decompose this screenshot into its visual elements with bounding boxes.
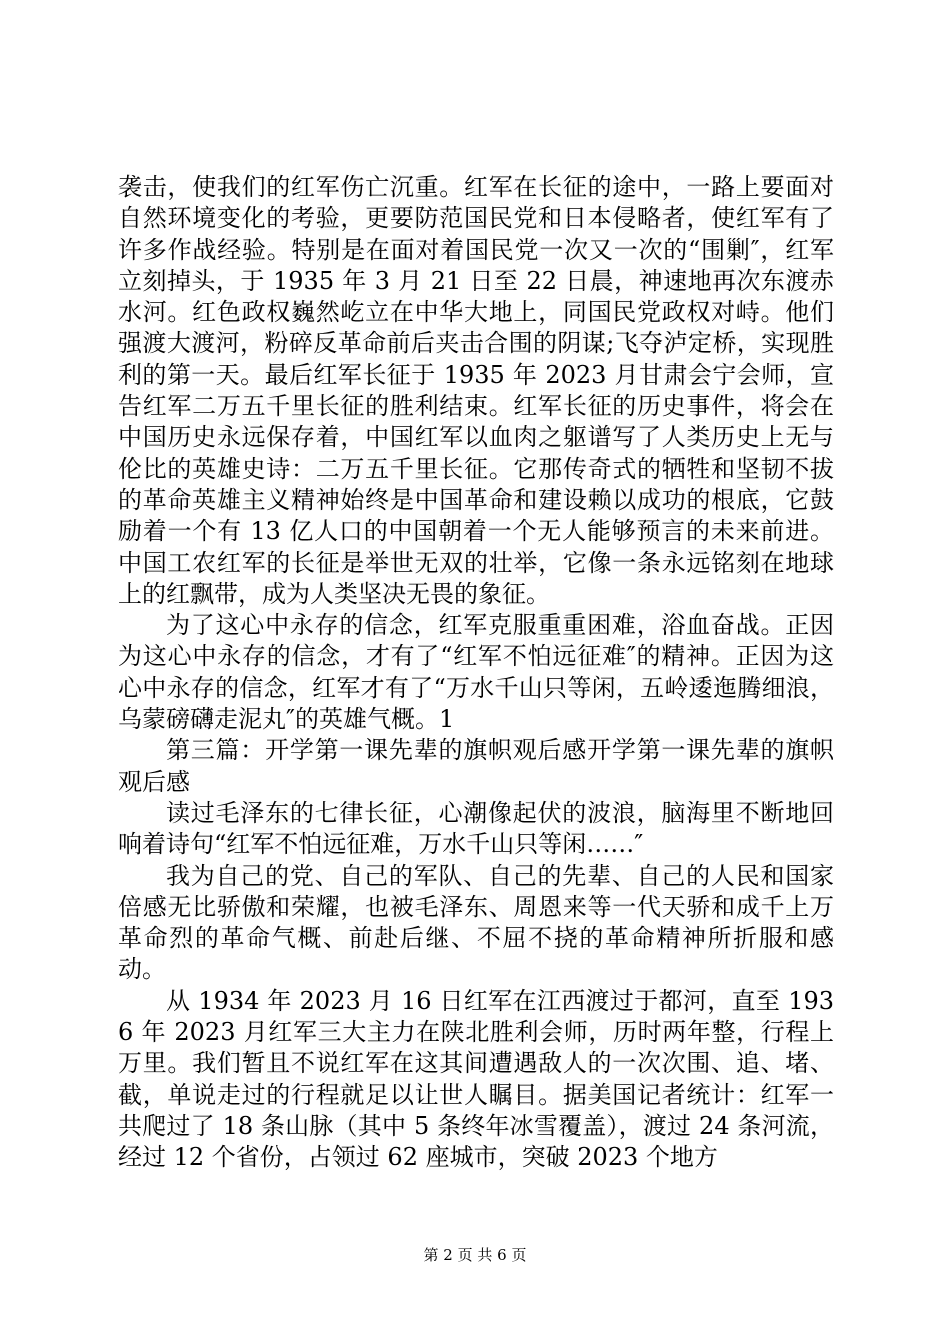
paragraph-1: 袭击，使我们的红军伤亡沉重。红军在长征的途中，一路上要面对自然环境变化的考验，更要防范国民党和日本侵略者，使红军有了许多作战经验。特别是在面对着国民党一次又一次的“围剿″，红军立刻掉头，于 1935 年 3 月 21 日至 22 日晨，神速地再次东渡赤水河。红色政权巍然屹立在中华大地上，同国民党政权对峙。他们强渡大渡河，粉碎反革命前后夹击合围的阴谋;飞夺泸定桥，实现胜利的第一天。最后红军长征于 1935 年 2023 月甘肃会宁会师，宣告红军二万五千里长征的胜利结束。红军长征的历史事件，将会在中国历史永远保存着，中国红军以血肉之躯谱写了人类历史上无与伦比的英雄史诗：二万五千里长征。它那传奇式的牺牲和坚韧不拔的革命英雄主义精神始终是中国革命和建设赖以成功的根底，它鼓励着一个有 13 亿人口的中国朝着一个无人能够预言的未来前进。中国工农红军的长征是举世无双的壮举，它像一条永远铭刻在地球上的红飘带，成为人类坚决无畏的象征。: [118, 173, 834, 608]
document-body: [118, 172, 834, 1174]
section-heading: 第三篇：开学第一课先辈的旗帜观后感开学第一课先辈的旗帜观后感: [118, 736, 834, 796]
paragraph-2: 为了这心中永存的信念，红军克服重重困难，浴血奋战。正因为这心中永存的信念，才有了“红军不怕远征难″的精神。正因为这心中永存的信念，红军才有了“万水千山只等闲，五岭逶迤腾细浪，乌蒙磅礴走泥丸″的英雄气概。1: [118, 611, 834, 734]
paragraph-4: 我为自己的党、自己的军队、自己的先辈、自己的人民和国家倍感无比骄傲和荣耀，也被毛泽东、周恩来等一代天骄和成千上万革命烈的革命气概、前赴后继、不屈不挠的革命精神所折服和感动。: [118, 861, 834, 984]
paragraph-3: 读过毛泽东的七律长征，心潮像起伏的波浪，脑海里不断地回响着诗句“红军不怕远征难，万水千山只等闲……″: [118, 798, 834, 859]
page-number-footer: 第 2 页 共 6 页: [423, 1246, 527, 1264]
paragraph-5: 从 1934 年 2023 月 16 日红军在江西渡过于都河，直至 1936 年 2023 月红军三大主力在陕北胜利会师，历时两年整，行程上万里。我们暂且不说红军在这其间遭遇敌人的一次次围、追、堵、截，单说走过的行程就足以让世人瞩目。据美国记者统计：红军一共爬过了 18 条山脉（其中 5 条终年冰雪覆盖），渡过 24 条河流，经过 12 个省份，占领过 62 座城市，突破 2023 个地方: [118, 986, 834, 1172]
